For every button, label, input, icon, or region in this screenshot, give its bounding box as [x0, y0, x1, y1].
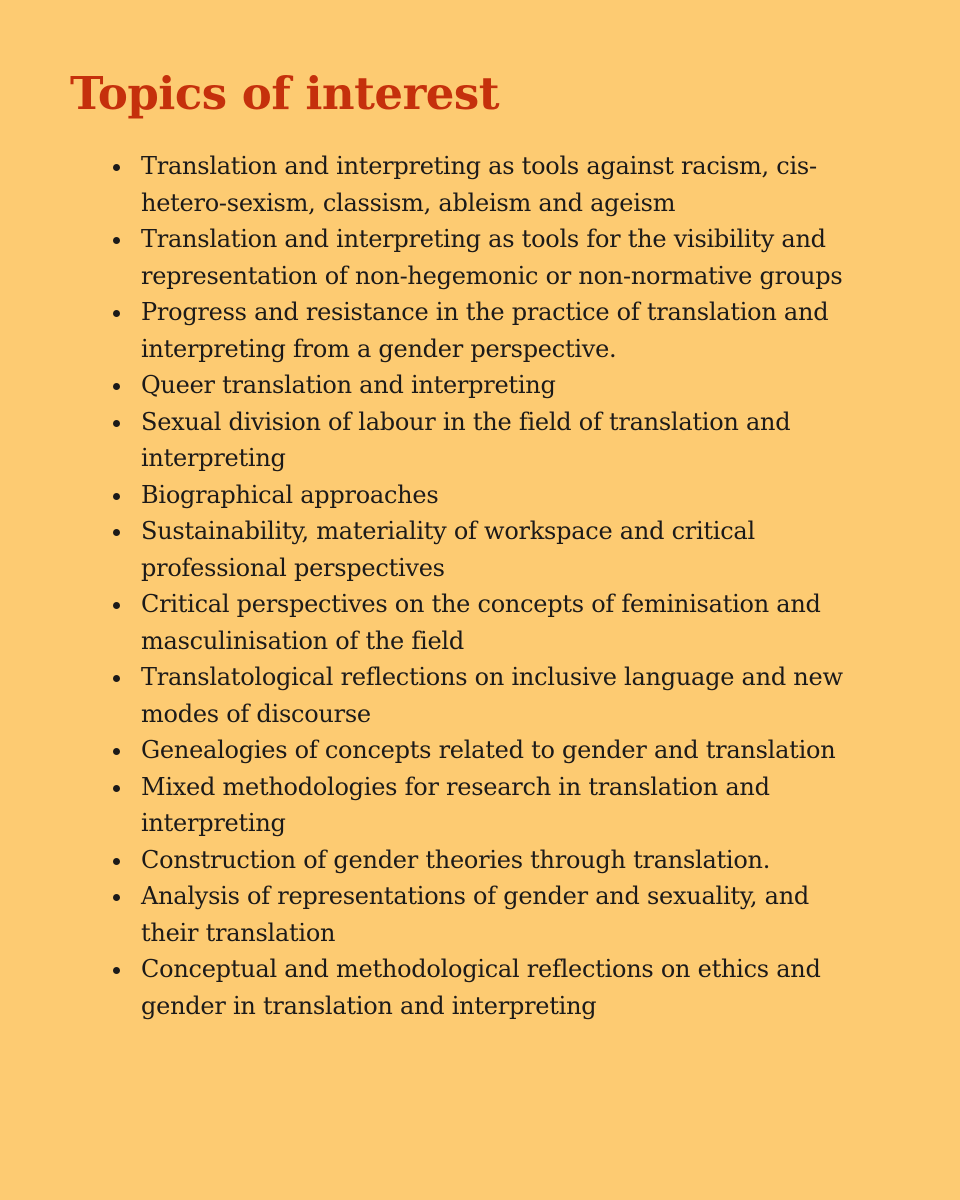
- topic-list-item: [108, 951, 868, 1024]
- topic-text: Translatological reflections on inclusive language and new modes of discourse: [141, 663, 843, 728]
- bullet-icon: [113, 675, 120, 682]
- topic-text: Conceptual and methodological reflections on ethics and gender in translation and interpreting: [141, 955, 821, 1020]
- topic-text: Critical perspectives on the concepts of feminisation and masculinisation of the field: [141, 590, 821, 655]
- bullet-icon: [113, 602, 120, 609]
- topic-list-item: [108, 294, 868, 367]
- bullet-icon: [113, 785, 120, 792]
- bullet-icon: [113, 310, 120, 317]
- topic-list-item: [108, 404, 868, 477]
- topic-text: Analysis of representations of gender and sexuality, and their translation: [141, 882, 810, 947]
- topic-text: Construction of gender theories through translation.: [141, 845, 771, 874]
- topic-list-item: [108, 878, 868, 951]
- topic-list-item: [108, 513, 868, 586]
- topic-text: Genealogies of concepts related to gender and translation: [141, 736, 836, 764]
- topic-text: Progress and resistance in the practice of translation and interpreting from a gender perspective.: [141, 298, 829, 363]
- topic-list-item: [108, 367, 868, 404]
- topic-list-item: [108, 477, 868, 514]
- bullet-icon: [113, 420, 120, 427]
- topic-list-item: [108, 221, 868, 294]
- topic-list-item: [108, 586, 868, 659]
- bullet-icon: [113, 967, 120, 974]
- topic-list-item: [108, 732, 868, 769]
- topics-list: [108, 148, 868, 1024]
- bullet-icon: [113, 493, 120, 500]
- bullet-icon: [113, 858, 120, 865]
- bullet-icon: [113, 894, 120, 901]
- topic-text: Sexual division of labour in the field of translation and interpreting: [141, 407, 791, 472]
- topic-list-item: [108, 842, 868, 879]
- topic-list-item: [108, 148, 868, 221]
- bullet-icon: [113, 237, 120, 244]
- bullet-icon: [113, 164, 120, 171]
- topic-text: Queer translation and interpreting: [141, 371, 556, 399]
- topic-text: Biographical approaches: [141, 480, 439, 509]
- topic-text: Translation and interpreting as tools against racism, cis-hetero-sexism, classism, ableism and ageism: [141, 152, 817, 217]
- topic-text: Sustainability, materiality of workspace and critical professional perspectives: [141, 517, 755, 582]
- topic-text: Mixed methodologies for research in translation and interpreting: [141, 772, 770, 837]
- bullet-icon: [113, 383, 120, 390]
- topic-list-item: [108, 659, 868, 732]
- bullet-icon: [113, 748, 120, 755]
- topic-text: Translation and interpreting as tools for the visibility and representation of non-hegemonic or non-normative groups: [141, 225, 843, 290]
- bullet-icon: [113, 529, 120, 536]
- page-title: Topics of interest: [70, 67, 500, 120]
- topic-list-item: [108, 769, 868, 842]
